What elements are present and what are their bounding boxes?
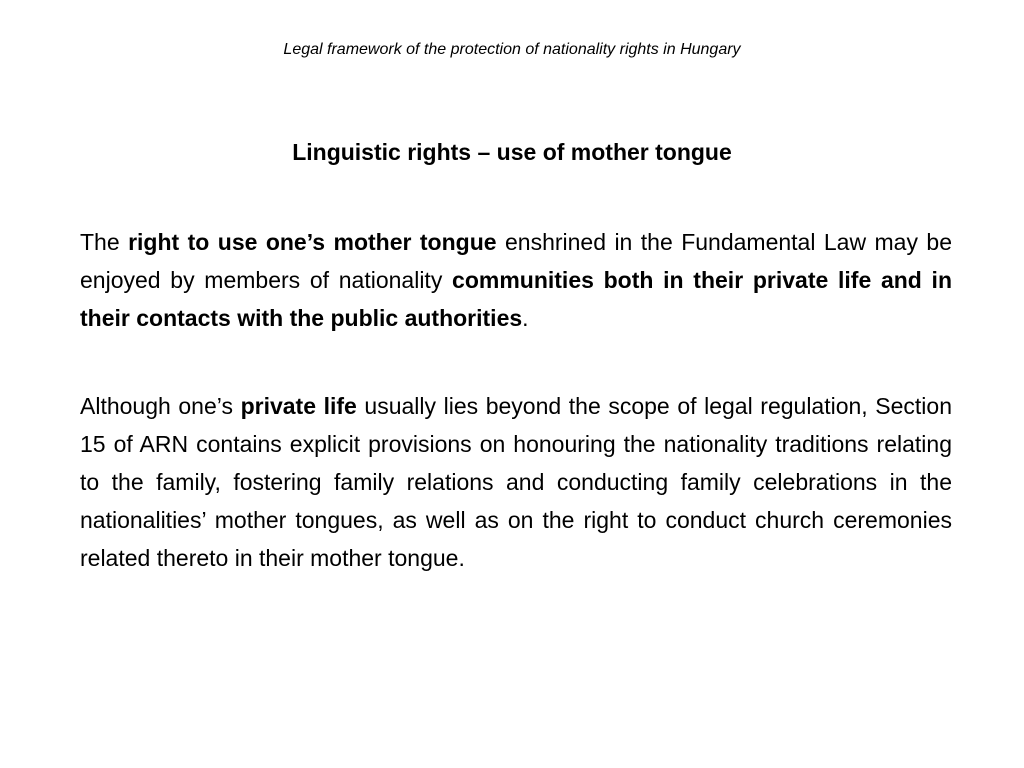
- text-span: .: [522, 305, 529, 331]
- text-span: usually lies beyond the scope of legal regulation, Section 15 of ARN contains explicit provisions on honouring the nationality traditions relating to the family, fostering family relations and conducting family celebrations in the nationalities’ mother tongues, as well as on the right to conduct church ceremonies related thereto in their mother tongue.: [80, 393, 953, 571]
- emphasis-text: private life: [240, 393, 357, 419]
- emphasis-text: right to use one’s mother tongue: [128, 229, 497, 255]
- slide-title: Linguistic rights – use of mother tongue: [292, 139, 732, 165]
- text-span: The: [80, 229, 129, 255]
- slide-header: Legal framework of the protection of nationality rights in Hungary: [283, 41, 741, 58]
- emphasis-text: communities both in their private life and in their contacts with the public authorities: [80, 267, 952, 331]
- paragraph-mother-tongue-right: [80, 223, 952, 337]
- text-span: Although one’s: [80, 393, 241, 419]
- text-span: enshrined in the Fundamental Law may be enjoyed by members of nationality: [80, 229, 952, 293]
- paragraph-private-life: [80, 387, 952, 577]
